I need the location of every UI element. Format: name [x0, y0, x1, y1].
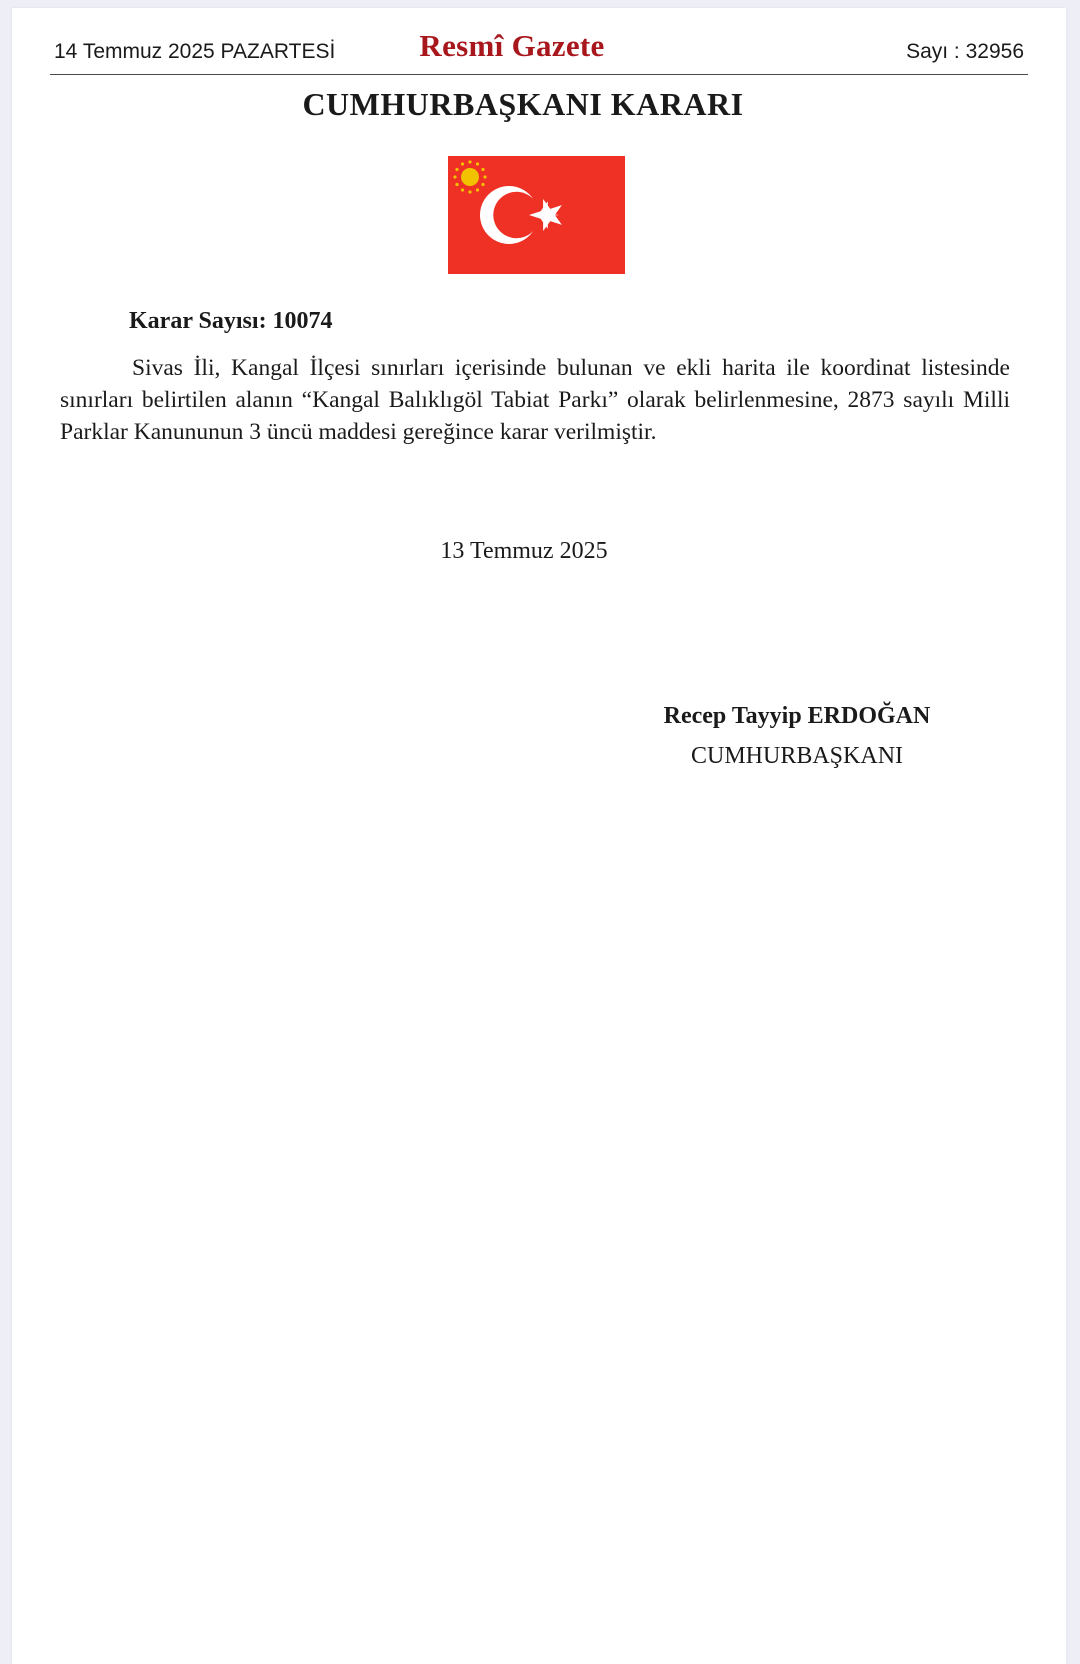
gazette-header: [50, 22, 1028, 75]
gazette-title-text: Resmî Gazete: [419, 28, 605, 63]
document-type-heading: [12, 86, 1066, 123]
signatory-name: Recep Tayyip ERDOĞAN: [663, 703, 931, 729]
publication-date: 14 Temmuz 2025 PAZARTESİ: [54, 40, 336, 63]
turkish-flag-presidential-icon: [448, 156, 625, 274]
issue-number: Sayı : 32956: [906, 40, 1024, 63]
gazette-page: [12, 8, 1066, 1664]
signatory-title: CUMHURBAŞKANI: [690, 743, 904, 769]
decision-number: Karar Sayısı: 10074: [129, 308, 333, 334]
decision-body-text: Sivas İli, Kangal İlçesi sınırları içerisinde bulunan ve ekli harita ile koordinat listesinde sınırları belirtilen alanın “Kangal Balıklıgöl Tabiat Parkı” olarak belirlenmesine, 2873 sayılı Milli Parklar Kanununun 3 üncü maddesi gereğince karar verilmiştir.: [60, 355, 1010, 445]
signature-block: [652, 696, 942, 776]
signing-date-text: 13 Temmuz 2025: [440, 538, 608, 564]
signing-date: [12, 538, 1066, 565]
document-type-text: CUMHURBAŞKANI KARARI: [302, 86, 744, 122]
gazette-title: [50, 28, 1028, 64]
